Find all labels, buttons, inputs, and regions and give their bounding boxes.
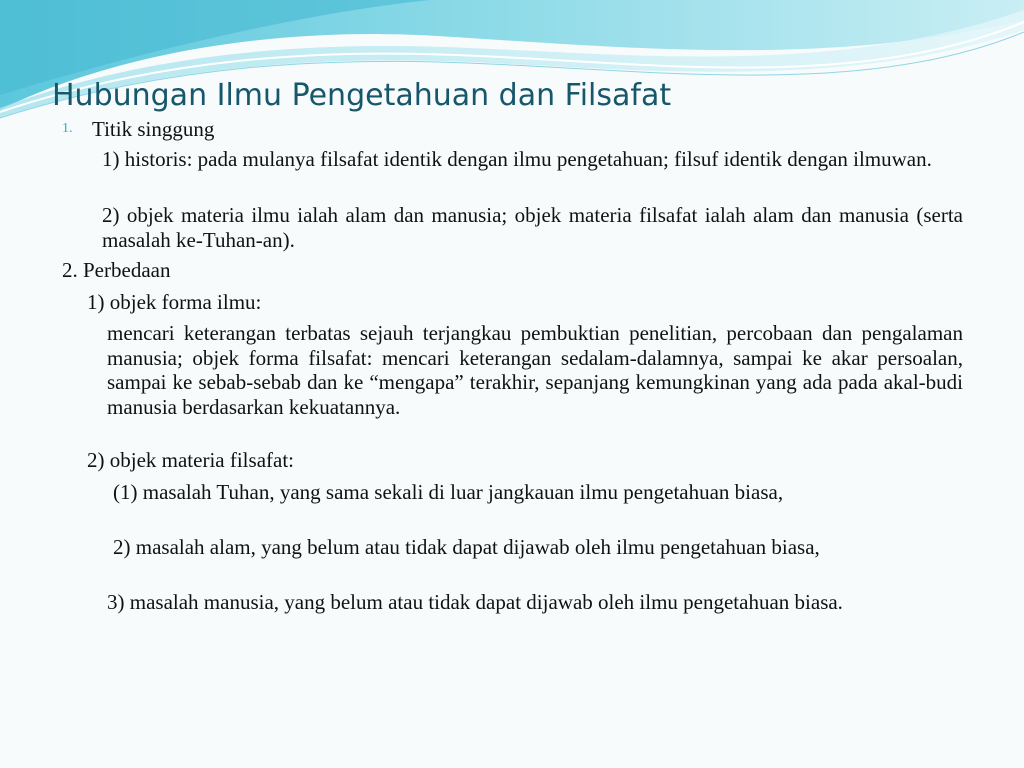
slide-title: Hubungan Ilmu Pengetahuan dan Filsafat xyxy=(52,78,672,113)
section-heading-titik-singgung: Titik singgung xyxy=(92,117,215,141)
point-objek-materia: 2) objek materia ilmu ialah alam dan manusia; objek materia filsafat ialah alam dan manusia (serta masalah ke-Tuhan-an). xyxy=(102,203,963,252)
list-item-masalah-tuhan: (1) masalah Tuhan, yang sama sekali di luar jangkauan ilmu pengetahuan biasa, xyxy=(113,480,784,504)
point-historis: 1) historis: pada mulanya filsafat identik dengan ilmu pengetahuan; filsuf identik dengan ilmuwan. xyxy=(102,147,932,171)
list-item-masalah-manusia: 3) masalah manusia, yang belum atau tidak dapat dijawab oleh ilmu pengetahuan biasa. xyxy=(107,590,843,614)
subheading-objek-forma-ilmu: 1) objek forma ilmu: xyxy=(87,290,262,314)
paragraph-objek-forma: mencari keterangan terbatas sejauh terjangkau pembuktian penelitian, percobaan dan pengalaman manusia; objek forma filsafat: mencari keterangan sedalam-dalamnya, sampai ke akar persoalan, sampai ke sebab-sebab dan ke “mengapa” terakhir, sepanjang kemungkinan yang ada pada akal-budi manusia berdasarkan kekuatannya. xyxy=(107,321,963,419)
section-heading-perbedaan: 2. Perbedaan xyxy=(62,258,171,282)
list-number: 1. xyxy=(62,121,73,136)
subheading-objek-materia-filsafat: 2) objek materia filsafat: xyxy=(87,448,294,472)
list-item-masalah-alam: 2) masalah alam, yang belum atau tidak dapat dijawab oleh ilmu pengetahuan biasa, xyxy=(113,535,820,559)
